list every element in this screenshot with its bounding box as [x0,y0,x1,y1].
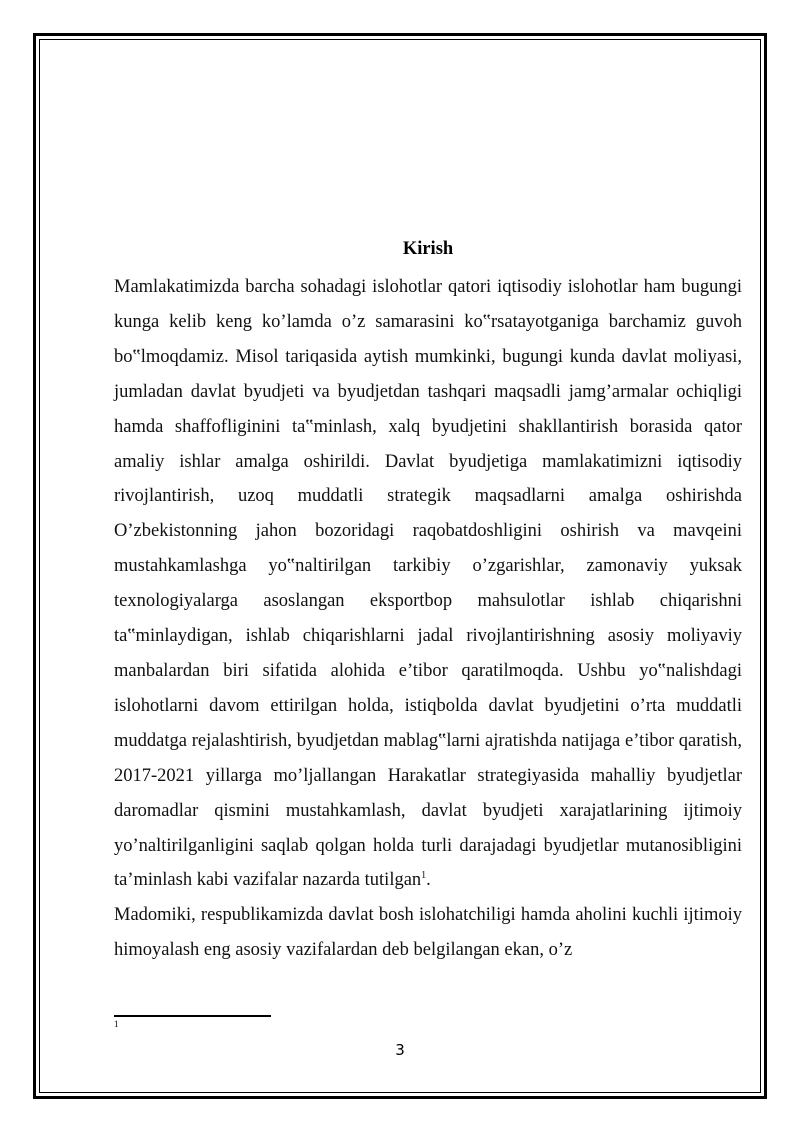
paragraph-1-text: Mamlakatimizda barcha sohadagi islohotlar qatori iqtisodiy islohotlar ham bugungi kunga kelib keng ko’lamda o’z samarasini ko‟rsatayotganiga barchamiz guvoh bo‟lmoqdamiz. Misol tariqasida aytish mumkinki, bugungi kunda davlat moliyasi, jumladan davlat byudjeti va byudjetdan tashqari maqsadli jamg’armalar ochiqligi hamda shaffofliginini ta‟minlash, xalq byudjetini shakllantirish borasida qator amaliy ishlar amalga oshirildi. Davlat byudjetiga mamlakatimizni iqtisodiy rivojlantirish, uzoq muddatli strategik maqsadlarni amalga oshirishda O’zbekistonning jahon bozoridagi raqobatdoshligini oshirish va mavqeini mustahkamlashga yo‟naltirilgan tarkibiy o’zgarishlar, zamonaviy yuksak texnologiyalarga asoslangan eksportbop mahsulotlar ishlab chiqarishni ta‟minlaydigan, ishlab chiqarishlarni jadal rivojlantirishning asosiy moliyaviy manbalardan biri sifatida alohida e’tibor qaratilmoqda. Ushbu yo‟nalishdagi islohotlarni davom ettirilgan holda, istiqbolda davlat byudjetini o’rta muddatli muddatga rejalashtirish, byudjetdan mablag‟larni ajratishda natijaga e’tibor qaratish, 2017-2021 yillarga mo’ljallangan Harakatlar strategiyasida mahalliy byudjetlar daromadlar qismini mustahkamlash, davlat byudjeti xarajatlarining ijtimoiy yo’naltirilganligini saqlab qolgan holda turli darajadagi byudjetlar mutanosibligini ta’minlash kabi vazifalar nazarda tutilgan [114,277,742,891]
section-heading: Kirish [402,239,454,259]
paragraph-1 [114,270,742,898]
footnote-number: 1 [114,1019,119,1029]
footnote-reference[interactable]: 1 [421,870,427,882]
body-text [114,270,742,968]
page-number: 3 [395,1041,405,1059]
paragraph-2: Madomiki, respublikamizda davlat bosh islohatchiligi hamda aholini kuchli ijtimoiy himoyalash eng asosiy vazifalardan deb belgilangan ekan, o’z [114,905,742,961]
paragraph-1-end: . [426,870,431,891]
footnote-separator [114,1015,271,1017]
